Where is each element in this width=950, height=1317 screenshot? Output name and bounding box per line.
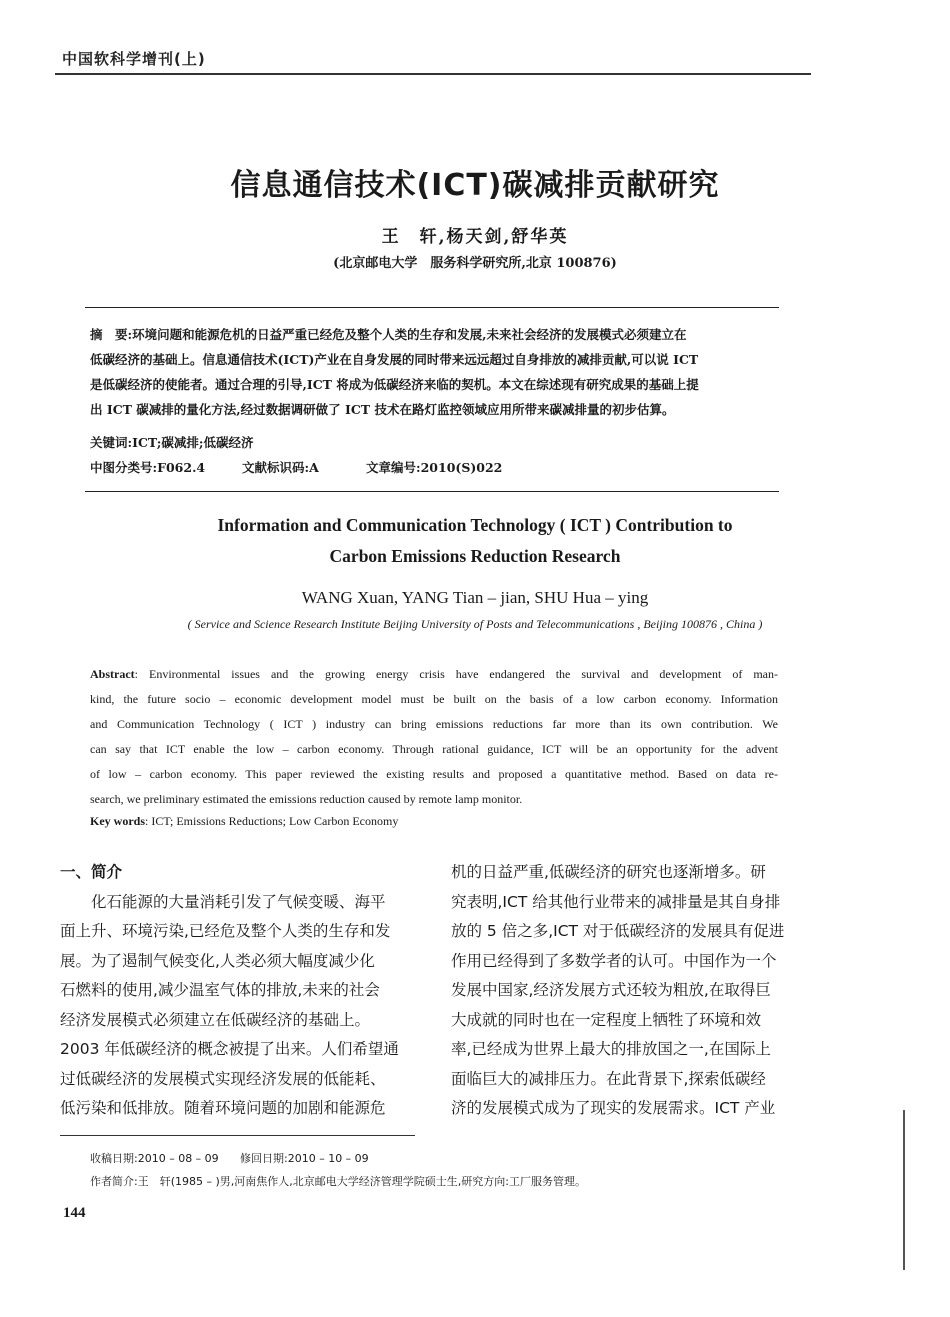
affiliation-cn: (北京邮电大学 服务科学研究所,北京 100876) (333, 256, 617, 271)
journal-header: 中国软科学增刊(上) (62, 50, 206, 68)
footnote-author-bio: 作者简介:王 轩(1985 – )男,河南焦作人,北京邮电大学经济管理学院硕士生,研究方向:工厂服务管理。 (90, 1175, 586, 1188)
affiliation-en: ( Service and Science Research Institute Beijing University of Posts and Telecommunications , Beijing 100876 , China ) (187, 617, 763, 631)
body-line: 2003 年低碳经济的概念被提了出来。人们希望通 (60, 1040, 399, 1058)
abstract-cn-line: 摘 要:环境问题和能源危机的日益严重已经危及整个人类的生存和发展,未来社会经济的发展模式必须建立在 (90, 327, 687, 342)
body-line: 究表明,ICT 给其他行业带来的减排量是其自身排 (451, 892, 781, 911)
abstract-bottom-rule (85, 491, 779, 492)
abstract-en (90, 662, 778, 812)
body-column-right (451, 858, 813, 1124)
section-heading: 一、简介 (60, 863, 123, 881)
keywords-cn: 关键词:ICT;碳减排;低碳经济 (90, 435, 254, 450)
footnote-rule (60, 1135, 415, 1136)
abstract-en-label: Abstract (90, 667, 135, 681)
doc-code: 文献标识码:A (242, 460, 319, 475)
title-en-line: Carbon Emissions Reduction Research (329, 546, 621, 566)
body-line: 机的日益严重,低碳经济的研究也逐渐增多。研 (451, 863, 766, 881)
body-line: 石燃料的使用,减少温室气体的排放,未来的社会 (60, 981, 380, 999)
body-line: 济的发展模式成为了现实的发展需求。ICT 产业 (451, 1099, 776, 1117)
body-column-left (60, 858, 420, 1124)
classification-cn (90, 458, 502, 476)
footnote-dates (90, 1150, 369, 1166)
abstract-top-rule (85, 307, 779, 308)
keywords-en-text: : ICT; Emissions Reductions; Low Carbon Economy (145, 814, 399, 828)
header-rule (55, 73, 811, 75)
abstract-cn (90, 322, 780, 422)
keywords-en-label: Key words (90, 814, 145, 828)
body-line: 发展中国家,经济发展方式还较为粗放,在取得巨 (451, 981, 771, 999)
paper-title-cn: 信息通信技术(ICT)碳减排贡献研究 (230, 168, 720, 203)
authors-en: WANG Xuan, YANG Tian – jian, SHU Hua – ying (301, 588, 649, 607)
body-line: 率,已经成为世界上最大的排放国之一,在国际上 (451, 1040, 771, 1058)
abstract-en-line: of low – carbon economy. This paper reviewed the existing results and proposed a quantitative method. Based on data re- (90, 767, 778, 781)
body-line: 作用已经得到了多数学者的认可。中国作为一个 (451, 951, 777, 970)
body-line: 大成就的同时也在一定程度上牺牲了环境和效 (451, 1010, 762, 1029)
body-line: 经济发展模式必须建立在低碳经济的基础上。 (60, 1010, 371, 1029)
abstract-en-line: can say that ICT enable the low – carbon economy. Through rational guidance, ICT will be an opportunity for the advent (90, 742, 778, 756)
article-number: 文章编号:2010(S)022 (366, 460, 503, 475)
abstract-en-line: : Environmental issues and the growing energy crisis have endangered the survival and development of man- (134, 667, 778, 681)
body-line: 放的 5 倍之多,ICT 对于低碳经济的发展具有促进 (451, 922, 785, 940)
body-line: 化石能源的大量消耗引发了气候变暖、海平 (60, 892, 386, 911)
body-line: 面临巨大的减排压力。在此背景下,探索低碳经 (451, 1069, 766, 1088)
body-line: 展。为了遏制气候变化,人类必须大幅度减少化 (60, 951, 375, 970)
received-date: 收稿日期:2010 – 08 – 09 (90, 1152, 219, 1165)
revised-date: 修回日期:2010 – 10 – 09 (240, 1152, 369, 1165)
page-number: 144 (63, 1205, 86, 1221)
abstract-en-line: kind, the future socio – economic development model must be built on the basis of a low carbon economy. Information (90, 692, 778, 706)
clc-number: 中图分类号:F062.4 (90, 460, 206, 475)
paper-title-en (0, 510, 950, 572)
abstract-cn-line: 低碳经济的基础上。信息通信技术(ICT)产业在自身发展的同时带来远远超过自身排放的减排贡献,可以说 ICT (90, 352, 699, 367)
scan-edge-line (903, 1110, 905, 1270)
title-en-line: Information and Communication Technology ( ICT ) Contribution to (217, 515, 733, 535)
body-line: 面上升、环境污染,已经危及整个人类的生存和发 (60, 922, 391, 940)
abstract-cn-line: 是低碳经济的使能者。通过合理的引导,ICT 将成为低碳经济来临的契机。本文在综述现有研究成果的基础上提 (90, 377, 699, 392)
body-line: 过低碳经济的发展模式实现经济发展的低能耗、 (60, 1069, 386, 1088)
abstract-en-line: and Communication Technology ( ICT ) industry can bring emissions reductions far more than its own contribution. We (90, 717, 778, 731)
abstract-cn-line: 出 ICT 碳减排的量化方法,经过数据调研做了 ICT 技术在路灯监控领域应用所带来碳减排量的初步估算。 (90, 402, 675, 417)
body-line: 低污染和低排放。随着环境问题的加剧和能源危 (60, 1099, 386, 1117)
keywords-en (90, 814, 398, 829)
authors-cn: 王 轩,杨天剑,舒华英 (381, 227, 569, 247)
abstract-en-line: search, we preliminary estimated the emissions reduction caused by remote lamp monitor. (90, 792, 523, 806)
